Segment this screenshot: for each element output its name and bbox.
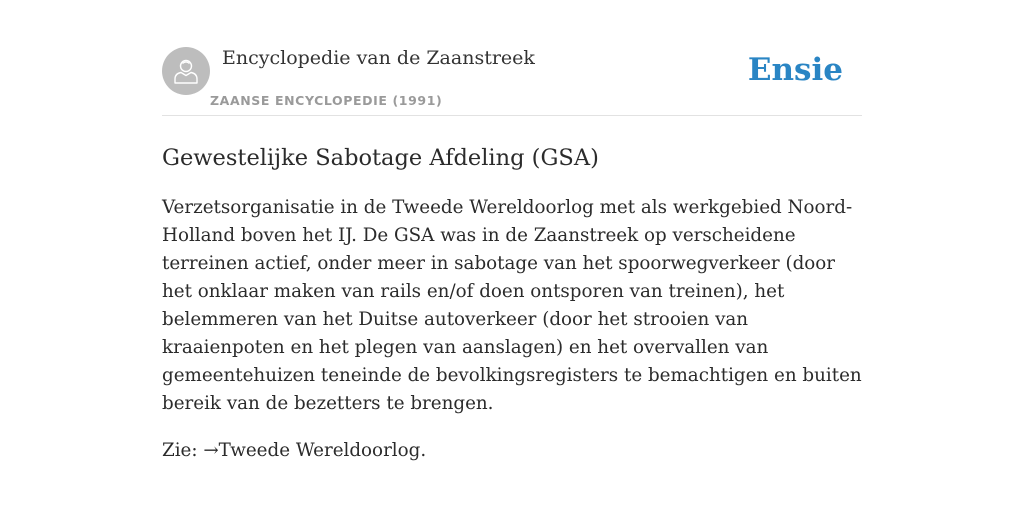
entry-body: Verzetsorganisatie in de Tweede Wereldoorlog met als werkgebied Noord-Holland boven het IJ. De GSA was in de Zaanstreek op verscheidene terreinen actief, onder meer in sabotage van het spoorwegverkeer (door het onklaar maken van rails en/of doen ontsporen van treinen), het belemmeren van het Duitse autoverkeer (door het strooien van kraaienpoten en het plegen van aanslagen) en het overvallen van gemeentehuizen teneinde de bevolkingsregisters te bemachtigen en buiten bereik van de bezetters te brengen. (162, 197, 862, 414)
source-subtitle: ZAANSE ENCYCLOPEDIE (1991) (210, 93, 443, 108)
see-also (162, 437, 862, 465)
source-avatar[interactable] (162, 47, 210, 95)
source-title[interactable]: Encyclopedie van de Zaanstreek (222, 47, 535, 69)
see-also-link[interactable] (203, 440, 420, 461)
arrow-right-icon: → (203, 440, 219, 461)
person-icon (173, 57, 199, 85)
entry-title: Gewestelijke Sabotage Afdeling (GSA) (162, 145, 599, 171)
entry-card (162, 46, 862, 465)
see-also-link-label: Tweede Wereldoorlog (218, 440, 421, 461)
source-header (162, 46, 862, 116)
brand-logo[interactable]: Ensie (747, 52, 843, 88)
see-also-prefix: Zie: (162, 440, 204, 461)
see-also-suffix: . (420, 440, 427, 461)
